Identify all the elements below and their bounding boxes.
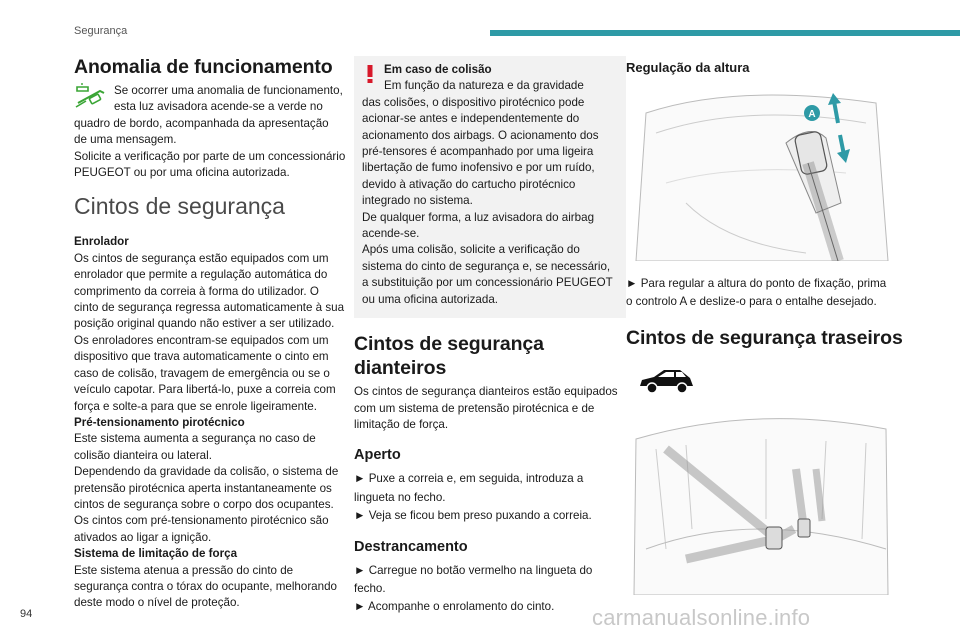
text-line: Se ocorrer uma anomalia de funcionamento, bbox=[114, 84, 343, 97]
unlock-title: Destrancamento bbox=[354, 538, 468, 555]
text-line: enrolador que permite a regulação automática do bbox=[74, 268, 328, 282]
text-line: De qualquer forma, a luz avisadora do airbag bbox=[362, 210, 595, 224]
text-line: Este sistema atenua a pressão do cinto de bbox=[74, 563, 294, 577]
text-line: acionar-se antes e independentemente do bbox=[362, 112, 580, 126]
text-line: ou uma oficina autorizada. bbox=[362, 292, 498, 306]
alert-text bbox=[362, 78, 618, 308]
seatbelts-text bbox=[74, 234, 346, 611]
front-belts-text bbox=[354, 384, 626, 433]
anomaly-text bbox=[74, 83, 346, 181]
text-line: Este sistema aumenta a segurança no caso de bbox=[74, 432, 316, 446]
column-2 bbox=[354, 56, 626, 618]
text-line: devido à ativação do cartucho pirotécnico bbox=[362, 177, 576, 191]
text-line: lingueta no fecho. bbox=[354, 490, 446, 504]
text-line: Os cintos de segurança estão equipados com um bbox=[74, 251, 329, 265]
page-number: 94 bbox=[20, 608, 33, 620]
text-line: Em função da natureza e da gravidade bbox=[384, 79, 584, 93]
text-line: Os cintos com pré-tensionamento pirotécnico são bbox=[74, 514, 329, 528]
text-line: Os enroladores encontram-se equipados com um bbox=[74, 333, 329, 347]
text-line: ► Para regular a altura do ponto de fixação, prima bbox=[626, 277, 887, 290]
text-line: colisão dianteira ou lateral. bbox=[74, 448, 212, 462]
text-line: sistema do cinto de segurança e, se necessário, bbox=[362, 259, 611, 273]
anomaly-title: Anomalia de funcionamento bbox=[74, 56, 333, 78]
text-line: ► Veja se ficou bem preso puxando a correia. bbox=[354, 509, 592, 523]
text-line: ► Carregue no botão vermelho na lingueta do bbox=[354, 563, 593, 577]
text-line: pretensão pirotécnica aperta instantaneamente os bbox=[74, 481, 332, 495]
car-silhouette-icon bbox=[636, 366, 696, 396]
text-line: com um sistema de pretensão pirotécnica e de bbox=[354, 401, 595, 415]
text-line: libertação de fumo inofensivo e por um ruído, bbox=[362, 161, 595, 175]
alert-title: Em caso de colisão bbox=[384, 63, 492, 76]
front-belts-title bbox=[354, 332, 626, 380]
text-line: ► Acompanhe o enrolamento do cinto. bbox=[354, 600, 555, 614]
text-line: dispositivo que trava automaticamente o cinto em bbox=[74, 350, 329, 364]
seatbelts-title: Cintos de segurança bbox=[74, 193, 285, 220]
text-line: comprimento da correia à forma do utilizador. O bbox=[74, 284, 319, 298]
text-line: Solicite a verificação por parte de um concessionário bbox=[74, 149, 346, 163]
header-accent-bar bbox=[490, 30, 960, 36]
text-line: cintos de segurança sobre o corpo dos ocupantes. bbox=[74, 497, 334, 511]
text-line: segurança contra o tórax do ocupante, melhorando bbox=[74, 579, 337, 593]
fasten-text bbox=[354, 471, 626, 524]
front-belts-title-line2: dianteiros bbox=[354, 357, 447, 380]
watermark: carmanualsonline.info bbox=[592, 605, 811, 630]
height-adjust-illustration bbox=[626, 83, 896, 261]
text-line: fecho. bbox=[354, 581, 386, 595]
text-line: veículo capotar. Para libertá-lo, puxe a correia com bbox=[74, 383, 336, 397]
text-line: quadro de bordo, acompanhada da apresentação bbox=[74, 116, 329, 130]
text-line: Enrolador bbox=[74, 235, 129, 249]
text-line: acionamento dos airbags. O acionamento dos bbox=[362, 128, 599, 142]
text-line: o controlo A e deslize-o para o entalhe desejado. bbox=[626, 295, 877, 309]
collision-alert-box bbox=[354, 56, 626, 318]
rear-belts-illustration bbox=[626, 409, 896, 595]
height-adjust-title: Regulação da altura bbox=[626, 60, 750, 75]
text-line: acende-se. bbox=[362, 227, 420, 241]
fasten-title: Aperto bbox=[354, 447, 401, 464]
column-3 bbox=[626, 56, 908, 600]
text-line: integrado no sistema. bbox=[362, 194, 473, 208]
text-line: Dependendo da gravidade da colisão, o sistema de bbox=[74, 465, 339, 479]
text-line: ► Puxe a correia e, em seguida, introduza a bbox=[354, 472, 584, 486]
text-line: esta luz avisadora acende-se a verde no bbox=[114, 100, 323, 114]
text-line: Sistema de limitação de força bbox=[74, 547, 238, 561]
text-line: caso de colisão, travagem de emergência ou se o bbox=[74, 366, 330, 380]
section-label: Segurança bbox=[74, 25, 128, 37]
text-line: deste modo o nível de proteção. bbox=[74, 596, 240, 610]
exclamation-icon bbox=[362, 64, 378, 84]
text-line: posição original quando não estiver a ser utilizado. bbox=[74, 317, 335, 331]
text-line: Após uma colisão, solicite a verificação do bbox=[362, 243, 580, 257]
text-line: de uma mensagem. bbox=[74, 133, 177, 147]
text-line: Pré-tensionamento pirotécnico bbox=[74, 415, 245, 429]
seatbelt-warning-icon bbox=[74, 83, 108, 109]
text-line: pré-tensores é acompanhado por uma ligeira bbox=[362, 145, 594, 159]
text-line: PEUGEOT ou por uma oficina autorizada. bbox=[74, 166, 290, 180]
unlock-text bbox=[354, 563, 626, 616]
rear-belts-title: Cintos de segurança traseiros bbox=[626, 326, 903, 349]
column-1 bbox=[74, 56, 346, 612]
text-line: força e solte-a para que se enrole ligeiramente. bbox=[74, 399, 317, 413]
text-line: a substituição por um concessionário PEUGEOT bbox=[362, 276, 613, 290]
front-belts-title-line1: Cintos de segurança bbox=[354, 333, 544, 356]
height-adjust-text bbox=[626, 276, 908, 311]
anomaly-block bbox=[74, 83, 346, 181]
figure-label-a: A bbox=[808, 109, 816, 120]
text-line: ativados ao ligar a ignição. bbox=[74, 530, 212, 544]
text-line: cinto de segurança regressa automaticamente à sua bbox=[74, 301, 345, 315]
text-line: limitação de força. bbox=[354, 417, 449, 431]
text-line: Os cintos de segurança dianteiros estão equipados bbox=[354, 385, 618, 399]
text-line: das colisões, o dispositivo pirotécnico pode bbox=[362, 95, 585, 109]
